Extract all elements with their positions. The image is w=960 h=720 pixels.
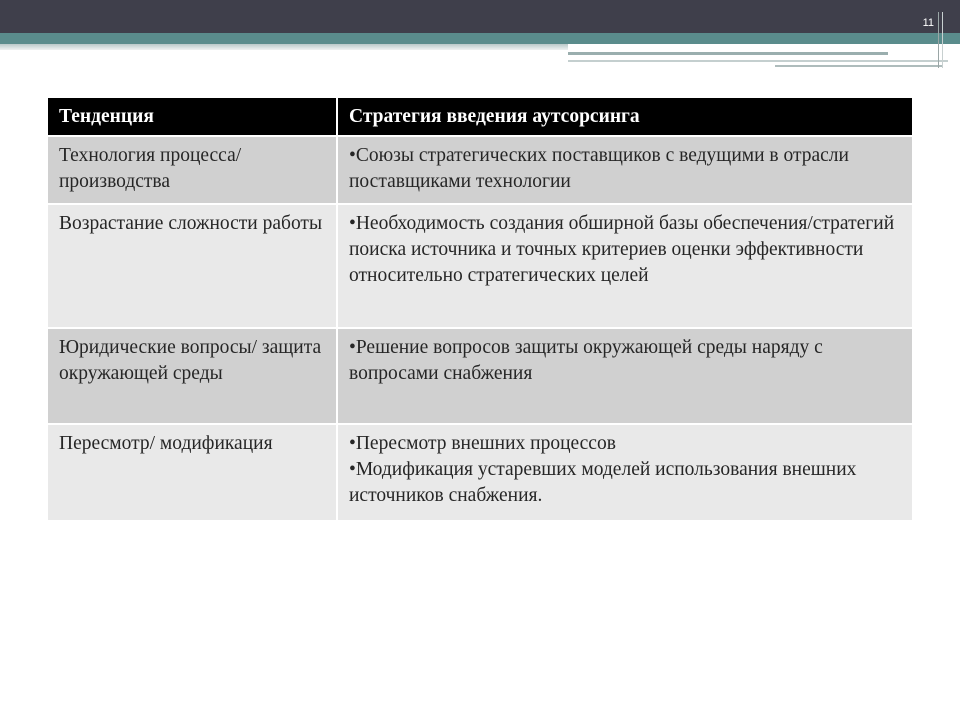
header-band-teal — [0, 33, 960, 44]
strategy-bullet: •Пересмотр внешних процессов — [349, 433, 616, 454]
header-vertical-rule — [938, 12, 939, 68]
strategy-bullet: •Необходимость создания обширной базы обеспечения/стратегий поиска источника и точных критериев оценки эффективности относительно стратегических целей — [349, 213, 895, 286]
table-row — [48, 328, 912, 424]
header-vertical-rule — [942, 12, 943, 68]
strategy-cell — [337, 424, 912, 520]
table-row — [48, 204, 912, 328]
strategy-cell — [337, 204, 912, 328]
trend-cell: Пересмотр/ модификация — [48, 424, 337, 520]
strategy-bullet: •Модификация устаревших моделей использования внешних источников снабжения. — [349, 459, 857, 506]
table-row — [48, 424, 912, 520]
trend-cell: Юридические вопросы/ защита окружающей среды — [48, 328, 337, 424]
page-number: 11 — [922, 17, 934, 29]
header-step — [568, 44, 960, 52]
table-header-row — [48, 98, 912, 136]
strategy-cell — [337, 328, 912, 424]
outsourcing-table — [48, 98, 912, 520]
trend-cell: Технология процесса/производства — [48, 136, 337, 204]
header-trend: Тенденция — [48, 98, 337, 136]
header-rule — [568, 52, 888, 55]
header-strategy: Стратегия введения аутсорсинга — [337, 98, 912, 136]
strategy-bullet: •Решение вопросов защиты окружающей среды наряду с вопросами снабжения — [349, 337, 823, 384]
header-rule — [568, 60, 948, 62]
table-row — [48, 136, 912, 204]
strategy-bullet: •Союзы стратегических поставщиков с ведущими в отрасли поставщиками технологии — [349, 145, 849, 192]
strategy-cell — [337, 136, 912, 204]
header-rule — [775, 65, 943, 67]
trend-cell: Возрастание сложности работы — [48, 204, 337, 328]
header-band-dark — [0, 0, 960, 33]
